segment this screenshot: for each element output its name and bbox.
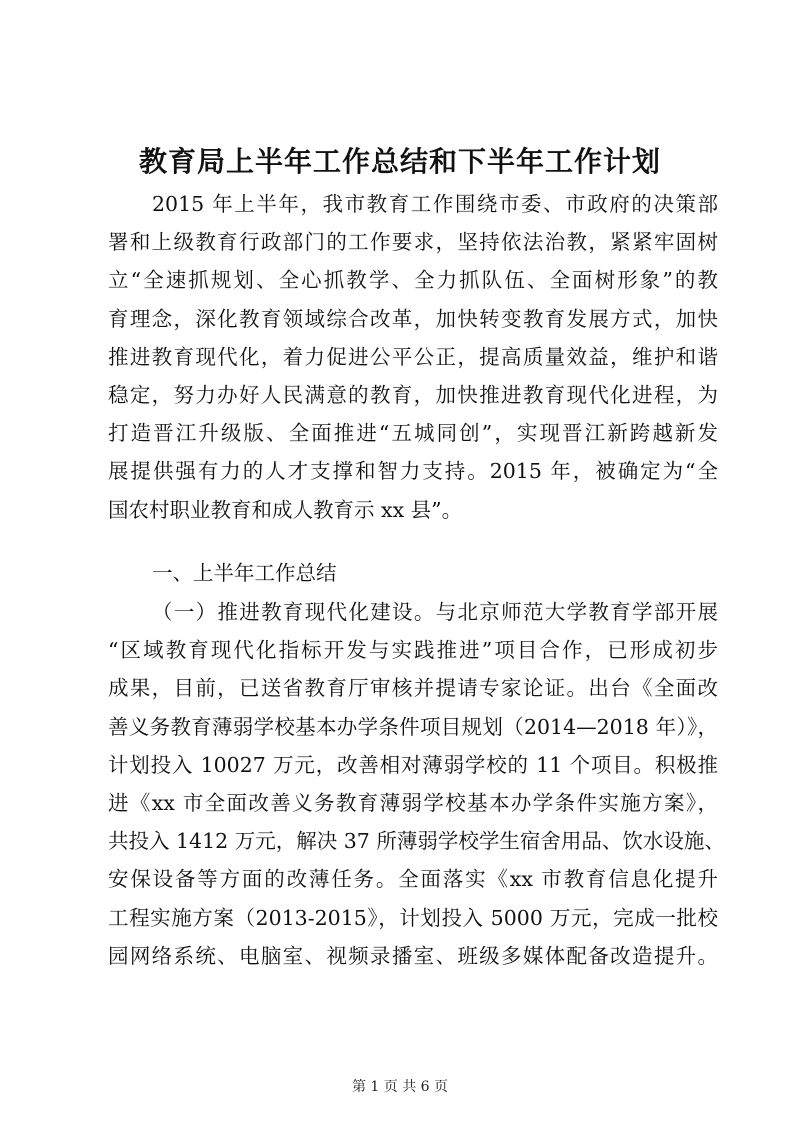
paragraph-line: 共投入 1412 万元，解决 37 所薄弱学校学生宿舍用品、饮水设施、: [108, 829, 725, 854]
paragraph-line: 善义务教育薄弱学校基本办学条件项目规划（2014—2018 年）》，: [108, 714, 718, 739]
paragraph-line: 园网络系统、电脑室、视频录播室、班级多媒体配备改造提升。: [108, 943, 718, 968]
paragraph-line: 成果，目前，已送省教育厅审核并提请专家论证。出台《全面改: [108, 676, 718, 701]
section-heading-block: [108, 554, 718, 592]
paragraph-line: 展提供强有力的人才支撑和智力支持。2015 年，被确定为“全: [108, 459, 718, 484]
paragraph-line: 计划投入 10027 万元，改善相对薄弱学校的 11 个项目。积极推: [108, 752, 718, 777]
intro-paragraph: [108, 185, 718, 529]
paragraph-line: 安保设备等方面的改薄任务。全面落实《xx 市教育信息化提升: [108, 867, 718, 892]
paragraph-line: “区域教育现代化指标开发与实践推进”项目合作，已形成初步: [108, 638, 718, 663]
paragraph-line: 立“全速抓规划、全心抓教学、全力抓队伍、全面树形象”的教: [108, 268, 718, 293]
section-paragraph: [108, 593, 725, 975]
paragraph-line: 打造晋江升级版、全面推进“五城同创”，实现晋江新跨越新发: [108, 421, 718, 446]
paragraph-line: 推进教育现代化，着力促进公平公正，提高质量效益，维护和谐: [108, 344, 718, 369]
document-title: 教育局上半年工作总结和下半年工作计划: [138, 145, 661, 178]
paragraph-line: 工程实施方案（2013-2015》，计划投入 5000 万元，完成一批校: [108, 905, 718, 930]
section-heading: 一、上半年工作总结: [152, 561, 337, 585]
paragraph-line: （一）推进教育现代化建设。与北京师范大学教育学部开展: [152, 600, 718, 624]
paragraph-line: 署和上级教育行政部门的工作要求，坚持依法治教，紧紧牢固树: [108, 230, 718, 255]
paragraph-line: 育理念，深化教育领域综合改革，加快转变教育发展方式，加快: [108, 306, 718, 331]
page-footer: 第 1 页 共 6 页: [351, 1079, 449, 1095]
paragraph-line: 2015 年上半年，我市教育工作围绕市委、市政府的决策部: [152, 192, 718, 216]
paragraph-line: 国农村职业教育和成人教育示 xx 县”。: [108, 497, 463, 522]
paragraph-line: 稳定，努力办好人民满意的教育，加快推进教育现代化进程，为: [108, 382, 718, 407]
paragraph-line: 进《xx 市全面改善义务教育薄弱学校基本办学条件实施方案》，: [108, 790, 718, 815]
